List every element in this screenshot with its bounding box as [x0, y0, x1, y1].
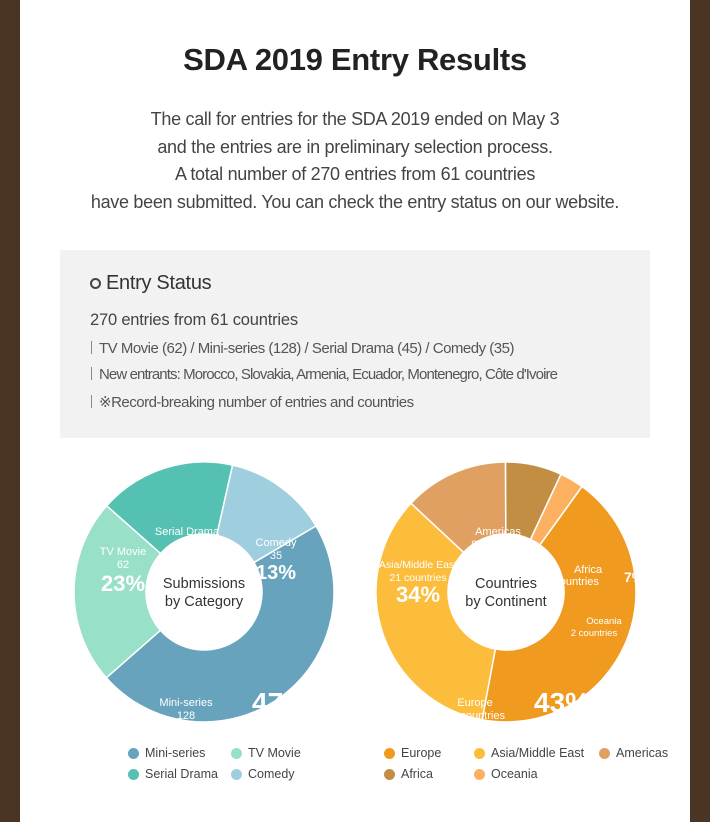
- legend-item-mini-series: [128, 746, 205, 760]
- slice-percent: 13%: [473, 551, 519, 576]
- category-donut-svg: [74, 462, 334, 722]
- legend-item-americas: [599, 746, 668, 760]
- legend-item-serial-drama: [128, 767, 218, 781]
- slice-count: 8 countries: [471, 539, 525, 551]
- legend-item-asia-middle-east: [474, 746, 584, 760]
- bar-divider: [91, 395, 92, 408]
- intro-text: [20, 106, 690, 216]
- status-line-text: TV Movie (62) / Mini-series (128) / Serial Drama (45) / Comedy (35): [99, 340, 514, 357]
- slice-label: Comedy: [255, 537, 297, 549]
- legend-swatch: [384, 748, 395, 759]
- legend-item-europe: [384, 746, 441, 760]
- legend-label: Comedy: [248, 767, 295, 781]
- intro-line: and the entries are in preliminary selection process.: [157, 136, 553, 157]
- intro-line: The call for entries for the SDA 2019 ended on May 3: [150, 109, 560, 129]
- legend-swatch: [128, 769, 139, 780]
- status-line-categories: [90, 340, 514, 357]
- legend-item-oceania: [474, 767, 538, 781]
- legend-swatch: [231, 748, 242, 759]
- center-label: Submissions: [162, 576, 246, 592]
- status-line-text: ※Record-breaking number of entries and countries: [99, 394, 414, 411]
- legend-label: Mini-series: [145, 746, 206, 760]
- legend-item-tv-movie: [231, 746, 301, 760]
- status-line-new-entrants: [90, 366, 557, 383]
- slice-count: 62: [116, 559, 130, 571]
- legend-swatch: [384, 769, 395, 780]
- slice-percent: 17%: [164, 549, 210, 574]
- bar-divider: [91, 341, 92, 354]
- continent-donut-svg: [376, 462, 656, 722]
- category-legend: [128, 746, 348, 786]
- center-label: by Continent: [465, 594, 547, 610]
- legend-label: Serial Drama: [145, 767, 218, 781]
- slice-percent: 34%: [395, 582, 441, 607]
- legend-swatch: [474, 748, 485, 759]
- center-label: by Category: [164, 594, 244, 610]
- slice-count: 2 countries: [570, 628, 618, 639]
- entry-status-summary: 270 entries from 61 countries: [90, 311, 298, 329]
- slice-percent: 7%: [624, 569, 645, 585]
- slice-label: Oceania: [586, 616, 622, 627]
- category-donut-chart: [74, 462, 334, 722]
- center-label: Countries: [474, 576, 538, 592]
- slice-count: 21 countries: [389, 572, 447, 584]
- ring-bullet-icon: [90, 278, 101, 289]
- page-title: SDA 2019 Entry Results: [183, 42, 527, 77]
- slice-label: Africa: [573, 564, 603, 576]
- slice-count: 45: [180, 539, 194, 551]
- intro-line: have been submitted. You can check the entry status on our website.: [90, 191, 620, 212]
- legend-label: Europe: [401, 746, 442, 760]
- continent-donut-chart: [376, 462, 656, 722]
- legend-label: Africa: [401, 767, 433, 781]
- legend-swatch: [231, 769, 242, 780]
- legend-swatch: [474, 769, 485, 780]
- status-line-record: [90, 393, 414, 411]
- continent-legend: [384, 746, 684, 786]
- results-sheet: [20, 0, 690, 822]
- legend-swatch: [128, 748, 139, 759]
- slice-count: 128: [176, 710, 196, 722]
- legend-label: TV Movie: [248, 746, 301, 760]
- legend-item-africa: [384, 767, 433, 781]
- slice-label: Asia/Middle East: [378, 559, 458, 571]
- status-line-text: New entrants: Morocco, Slovakia, Armenia, Ecuador, Montenegro, Côte d'Ivoire: [99, 366, 558, 383]
- slice-label: Europe: [457, 697, 493, 709]
- slice-label: Serial Drama: [154, 526, 220, 538]
- slice-percent: 43%: [534, 687, 591, 718]
- bar-divider: [91, 367, 92, 380]
- slice-count: 4 countries: [545, 576, 599, 588]
- entry-status-heading-text: Entry Status: [106, 272, 212, 294]
- slice-count: 26 countries: [445, 710, 505, 722]
- slice-label: TV Movie: [99, 546, 147, 558]
- entry-status-box: [60, 250, 650, 438]
- legend-item-comedy: [231, 767, 295, 781]
- intro-line: A total number of 270 entries from 61 countries: [174, 164, 536, 184]
- legend-label: Americas: [616, 746, 669, 760]
- slice-percent: 23%: [100, 571, 146, 596]
- slice-percent: 13%: [255, 562, 297, 584]
- legend-swatch: [599, 748, 610, 759]
- slice-count: 35: [269, 550, 283, 562]
- slice-percent: 47%: [252, 687, 309, 718]
- slice-label: Americas: [475, 526, 521, 538]
- legend-label: Oceania: [491, 767, 538, 781]
- legend-label: Asia/Middle East: [491, 746, 585, 760]
- entry-status-heading: [90, 272, 211, 295]
- slice-label: Mini-series: [159, 697, 213, 709]
- slice-percent: 3%: [640, 625, 656, 637]
